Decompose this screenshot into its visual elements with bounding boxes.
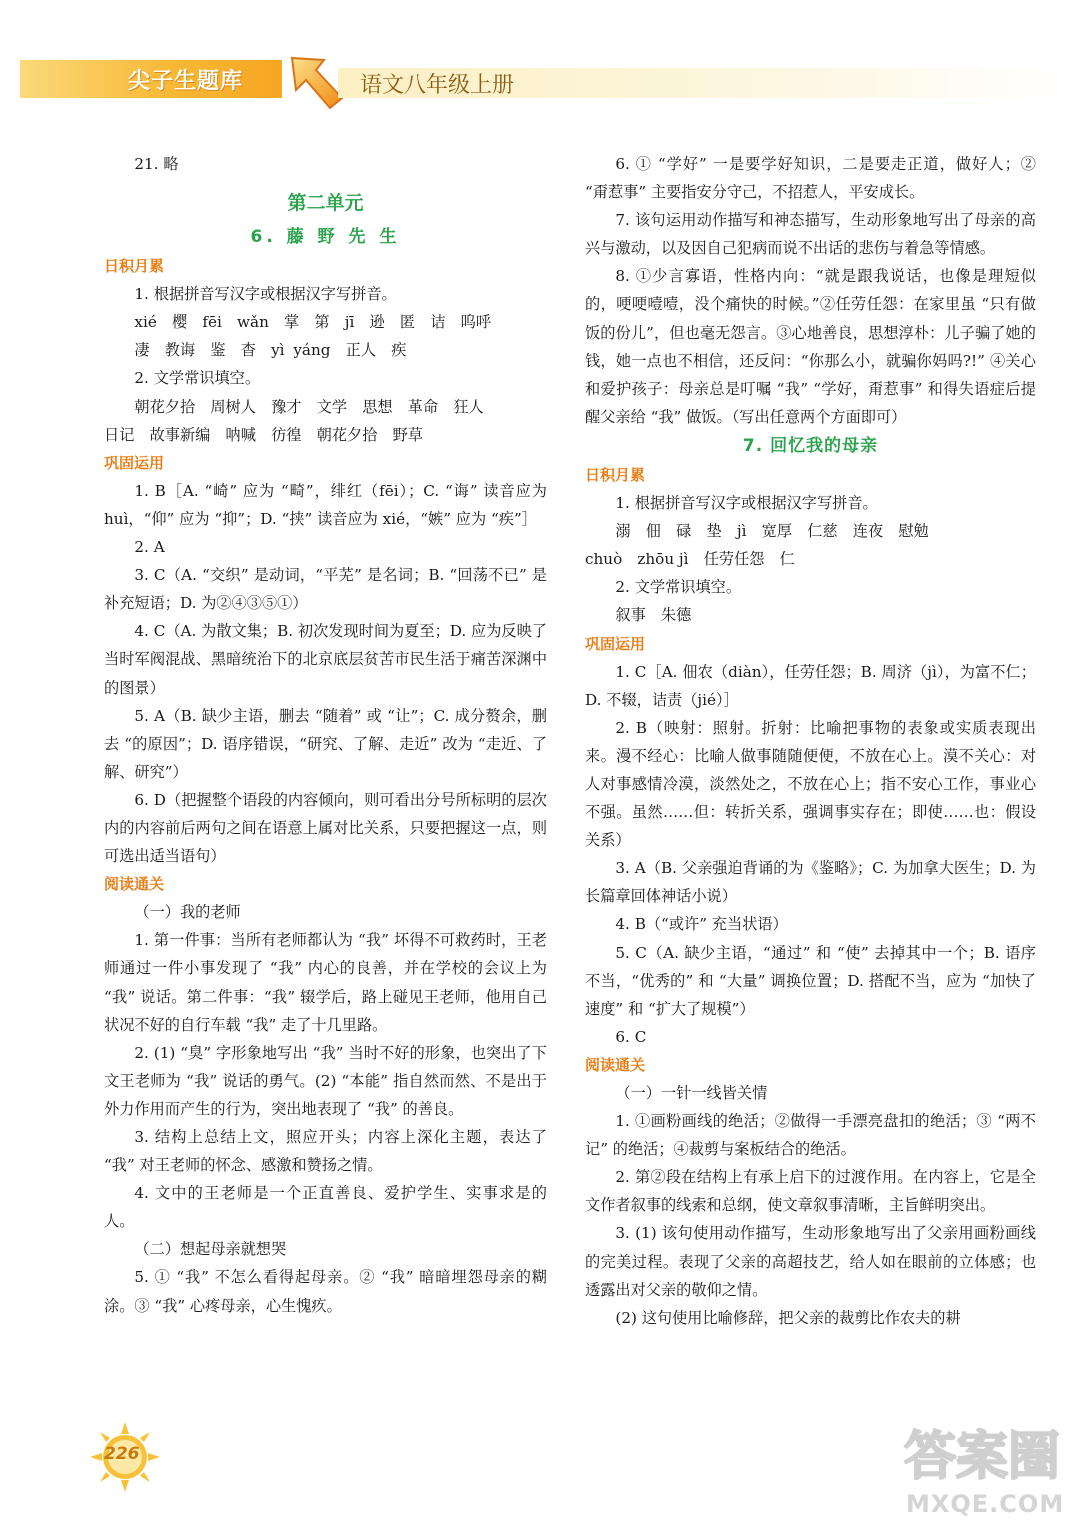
answer-line: 5. C（A. 缺少主语，“通过” 和 “使” 去掉其中一个；B. 语序不当，“优秀的” 和 “大量” 调换位置；D. 搭配不当，应为 “加快了速度” 和 “扩大了规模”） (585, 943, 1036, 1018)
header-subject: 语文八年级上册 (360, 73, 515, 98)
section-heading-accumulate: 日积月累 (585, 465, 646, 484)
answer-line: 1. ①画粉画线的绝活；②做得一手漂亮盘扣的绝活；③ “两不记” 的绝活；④裁剪与案板结合的绝活。 (585, 1112, 1036, 1159)
lesson-6-title: 6. 藤 野 先 生 (250, 227, 401, 248)
answer-line: 3. C（A. “交织” 是动词，“平芜” 是名词；B. “回荡不已” 是补充短语；D. 为②④③⑤①） (104, 566, 547, 613)
answer-line: 1. C［A. 佃农（diàn），任劳任怨；B. 周济（jì），为富不仁；D. 不辍，诘责（jié）］ (585, 662, 1036, 709)
answer-line: 1. 根据拼音写汉字或根据汉字写拼音。 (134, 285, 397, 304)
answer-line: 日记 故事新编 呐喊 彷徨 朝花夕拾 野草 (104, 425, 423, 444)
answer-line: 6. C (615, 1027, 647, 1046)
answer-line: 6. ① “学好” 一是要学好知识，二是要走正道，做好人；② “甭惹事” 主要指安分守己，不招惹人，平安成长。 (585, 155, 1036, 202)
passage-title: （一）一针一线皆关情 (615, 1084, 768, 1102)
answer-line: 3. A（B. 父亲强迫背诵的为《鉴略》；C. 为加拿大医生；D. 为长篇章回体神话小说） (585, 859, 1036, 906)
passage-title: （一）我的老师 (134, 903, 241, 922)
unit-title: 第二单元 (287, 192, 364, 215)
answer-line: 4. 文中的王老师是一个正直善良、爱护学生、实事求是的人。 (104, 1184, 547, 1231)
right-column (585, 150, 1036, 1332)
answer-line: 2. (1) “臭” 字形象地写出 “我” 当时不好的形象，也突出了下文王老师为 “我” 说话的勇气。(2) “本能” 指自然而然、不是出于外力作用而产生的行为，突出地表现了 “我” 的善良。 (104, 1043, 547, 1118)
answer-line: (2) 这句使用比喻修辞，把父亲的裁剪比作农夫的耕 (615, 1308, 961, 1327)
answer-line: 叙事 朱德 (615, 606, 692, 625)
answer-line: 5. ① “我” 不怎么看得起母亲。② “我” 暗暗埋怨母亲的糊涂。③ “我” 心疼母亲，心生愧疚。 (104, 1268, 547, 1315)
answer-line: 2. 文学常识填空。 (615, 578, 742, 597)
answer-line: 1. 根据拼音写汉字或根据汉字写拼音。 (615, 494, 878, 513)
watermark-url: MXQE.COM (906, 1490, 1065, 1518)
answer-21: 21. 略 (134, 155, 179, 173)
answer-line: 溺 佃 碌 垫 jì 宽厚 仁慈 连夜 慰勉 (615, 522, 929, 541)
answer-line: 3. 结构上总结上文，照应开头；内容上深化主题，表达了 “我” 对王老师的怀念、感激和赞扬之情。 (104, 1128, 547, 1175)
answer-line: 朝花夕拾 周树人 豫才 文学 思想 革命 狂人 (134, 397, 484, 416)
section-heading-apply: 巩固运用 (104, 453, 165, 472)
section-heading-reading: 阅读通关 (585, 1055, 646, 1074)
passage-title: （二）想起母亲就想哭 (134, 1240, 287, 1259)
answer-line: 2. B（映射：照射。折射：比喻把事物的表象或实质表现出来。漫不经心：比喻人做事随随便便，不放在心上。漠不关心：对人对事感情冷漠，淡然处之，不放在心上；指不安心工作，事业心不强。虽然……但：转折关系，强调事实存在；即使……也：假设关系） (585, 718, 1036, 850)
section-heading-accumulate: 日积月累 (104, 257, 165, 276)
answer-line: 7. 该句运用动作描写和神态描写，生动形象地写出了母亲的高兴与激动，以及因自己犯病而说不出话的悲伤与着急等情感。 (585, 211, 1036, 258)
answer-line: 4. B（“或许” 充当状语） (615, 915, 788, 934)
answer-line: 2. A (134, 538, 165, 557)
answer-line: 8. ①少言寡语，性格内向：“就是跟我说话，也像是理短似的，哽哽噎噎，没个痛快的时候。”②任劳任怨：在家里虽 “只有做饭的份儿”，但也毫无怨言。③心地善良，思想淳朴：儿子骗了她的钱，她一点也不相信，还反问：“你那么小，就骗你妈吗?!” ④关心和爱护孩子：母亲总是叮嘱 “我” “学好，甭惹事” 和得失语症后提醒父亲给 “我” 做饭。（写出任意两个方面即可） (585, 267, 1036, 426)
answer-line: 1. B［A. “崎” 应为 “畸”，绯红（fēi）；C. “诲” 读音应为 huì，“仰” 应为 “抑”；D. “挟” 读音应为 xié，“嫉” 应为 “疾”］ (104, 481, 547, 528)
answer-line: 2. 第②段在结构上有承上启下的过渡作用。在内容上，它是全文作者叙事的线索和总纲，使文章叙事清晰，主旨鲜明突出。 (585, 1168, 1036, 1215)
answer-line: chuò zhōu jì 任劳任怨 仁 (585, 550, 795, 569)
answer-line: 4. C（A. 为散文集；B. 初次发现时间为夏至；D. 应为反映了当时军阀混战、黑暗统治下的北京底层贫苦市民生活于痛苦深渊中的图景） (104, 622, 547, 697)
answer-line: 凄 教诲 鉴 杳 yì yáng 正人 疾 (134, 341, 407, 360)
answer-line: xié 樱 fēi wǎn 掌 第 jī 逊 匿 诘 呜呼 (134, 313, 492, 332)
answer-line: 3. (1) 该句使用动作描写，生动形象地写出了父亲用画粉画线的完美过程。表现了父亲的高超技艺，给人如在眼前的立体感；也透露出对父亲的敬仰之情。 (585, 1224, 1036, 1299)
page-number: 226 (104, 1444, 140, 1464)
header-brand: 尖子生题库 (128, 69, 244, 94)
answer-line: 6. D（把握整个语段的内容倾向，则可看出分号所标明的层次内的内容前后两句之间在语意上属对比关系，只要把握这一点，则可选出适当语句） (104, 790, 547, 866)
answer-line: 1. 第一件事：当所有老师都认为 “我” 坏得不可救药时，王老师通过一件小事发现了 “我” 内心的良善，并在学校的会议上为 “我” 说话。第二件事：“我” 辍学后，路上碰见王老师，他用自己状况不好的自行车载 “我” 走了十几里路。 (104, 931, 547, 1034)
lesson-7-title: 7. 回忆我的母亲 (742, 435, 879, 456)
watermark-text: 答案圈 (904, 1427, 1061, 1487)
section-heading-reading: 阅读通关 (104, 875, 165, 894)
answer-line: 5. A（B. 缺少主语，删去 “随着” 或 “让”；C. 成分赘余，删去 “的原因”；D. 语序错误，“研究、了解、走近” 改为 “走近、了解、研究”） (104, 706, 547, 781)
left-column (104, 150, 547, 1320)
answer-line: 2. 文学常识填空。 (134, 369, 261, 388)
section-heading-apply: 巩固运用 (585, 634, 646, 653)
